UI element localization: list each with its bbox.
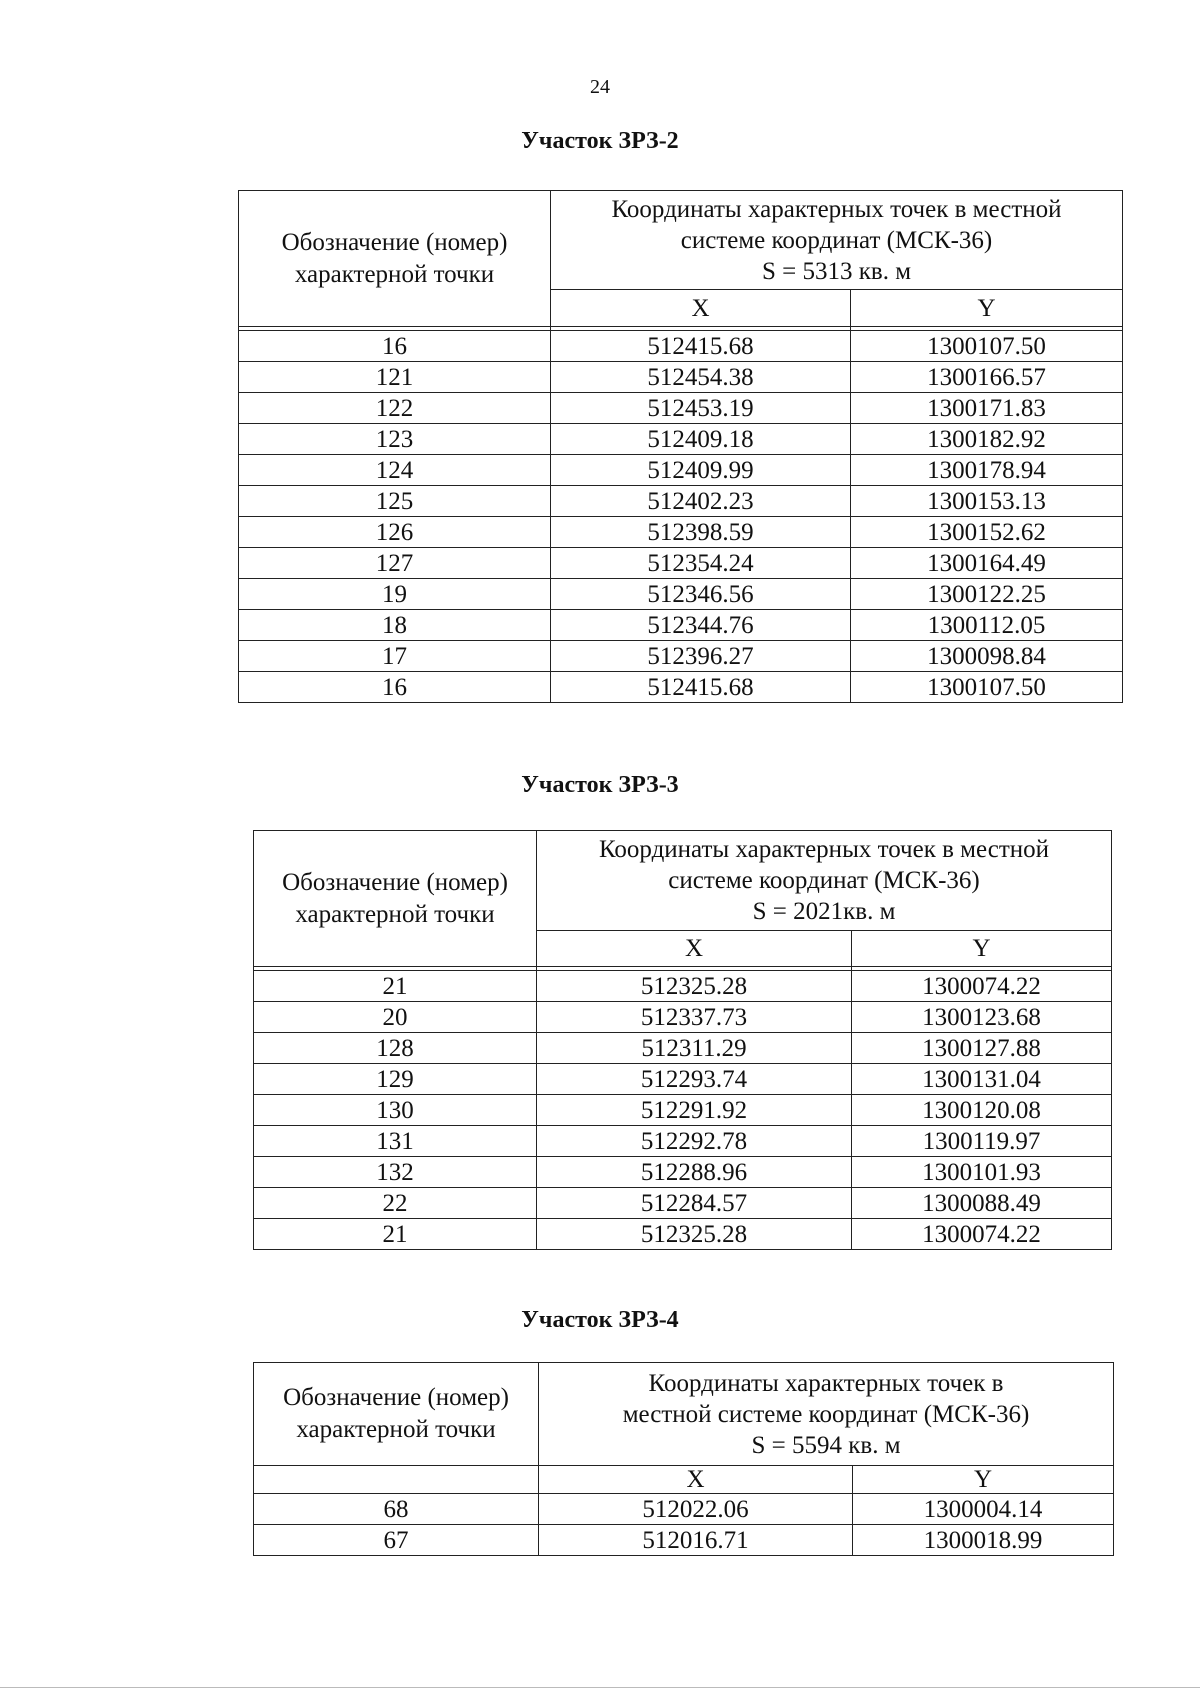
point-header-cell: Обозначение (номер) характерной точки <box>239 191 551 327</box>
y-column-header: Y <box>853 1466 1114 1494</box>
coordinate-header-cell: Координаты характерных точек в местной системе координат (МСК-36) S = 2021кв. м <box>537 831 1112 931</box>
table-row <box>254 1157 1112 1188</box>
y-cell: 1300018.99 <box>853 1525 1114 1556</box>
y-cell: 1300164.49 <box>851 548 1123 579</box>
y-cell: 1300101.93 <box>852 1157 1112 1188</box>
y-column-header: Y <box>851 290 1123 327</box>
x-cell: 512398.59 <box>551 517 851 548</box>
section-title-zrz-2: Участок ЗРЗ-2 <box>521 128 679 154</box>
x-cell: 512325.28 <box>537 1219 852 1250</box>
point-cell: 21 <box>254 971 537 1002</box>
table-row <box>239 455 1123 486</box>
x-cell: 512453.19 <box>551 393 851 424</box>
section-title-zrz-3: Участок ЗРЗ-3 <box>521 772 679 798</box>
point-cell: 18 <box>239 610 551 641</box>
y-cell: 1300131.04 <box>852 1064 1112 1095</box>
point-cell: 68 <box>254 1494 539 1525</box>
y-cell: 1300171.83 <box>851 393 1123 424</box>
point-cell: 130 <box>254 1095 537 1126</box>
point-header-cell: Обозначение (номер) характерной точки <box>254 831 537 967</box>
point-cell: 124 <box>239 455 551 486</box>
point-cell: 16 <box>239 672 551 703</box>
x-cell: 512409.99 <box>551 455 851 486</box>
y-cell: 1300122.25 <box>851 579 1123 610</box>
coordinates-table-zrz-2 <box>238 190 1123 703</box>
y-cell: 1300123.68 <box>852 1002 1112 1033</box>
table-row <box>239 548 1123 579</box>
point-cell: 126 <box>239 517 551 548</box>
y-cell: 1300127.88 <box>852 1033 1112 1064</box>
scan-edge-line <box>0 1687 1200 1688</box>
x-cell: 512288.96 <box>537 1157 852 1188</box>
x-cell: 512325.28 <box>537 971 852 1002</box>
point-cell: 121 <box>239 362 551 393</box>
y-cell: 1300074.22 <box>852 971 1112 1002</box>
point-cell: 16 <box>239 331 551 362</box>
table-row <box>254 1095 1112 1126</box>
x-cell: 512415.68 <box>551 672 851 703</box>
table-row <box>254 1033 1112 1064</box>
section-title-zrz-4: Участок ЗРЗ-4 <box>521 1307 679 1333</box>
coordinates-table-zrz-4 <box>253 1362 1114 1556</box>
point-cell: 132 <box>254 1157 537 1188</box>
coordinate-header-cell: Координаты характерных точек в местной системе координат (МСК-36) S = 5594 кв. м <box>539 1363 1114 1466</box>
x-column-header: X <box>537 931 852 967</box>
table-row <box>254 1494 1114 1525</box>
x-column-header: X <box>539 1466 853 1494</box>
table-row <box>239 362 1123 393</box>
table-row <box>254 1219 1112 1250</box>
point-cell: 22 <box>254 1188 537 1219</box>
point-cell: 17 <box>239 641 551 672</box>
table-row <box>254 1126 1112 1157</box>
table-row <box>239 517 1123 548</box>
x-cell: 512409.18 <box>551 424 851 455</box>
coordinates-table-zrz-3 <box>253 830 1112 1250</box>
table-row <box>254 1002 1112 1033</box>
y-cell: 1300098.84 <box>851 641 1123 672</box>
table-row <box>239 486 1123 517</box>
point-cell: 125 <box>239 486 551 517</box>
table-row <box>239 579 1123 610</box>
table-row <box>239 610 1123 641</box>
point-header-cell: Обозначение (номер) характерной точки <box>254 1363 539 1466</box>
y-column-header: Y <box>852 931 1112 967</box>
point-cell: 21 <box>254 1219 537 1250</box>
x-cell: 512415.68 <box>551 331 851 362</box>
table-row <box>239 641 1123 672</box>
y-cell: 1300088.49 <box>852 1188 1112 1219</box>
empty-cell <box>254 1466 539 1494</box>
point-cell: 128 <box>254 1033 537 1064</box>
table-row <box>239 672 1123 703</box>
y-cell: 1300153.13 <box>851 486 1123 517</box>
y-cell: 1300152.62 <box>851 517 1123 548</box>
table-row <box>239 331 1123 362</box>
x-column-header: X <box>551 290 851 327</box>
point-cell: 123 <box>239 424 551 455</box>
point-cell: 127 <box>239 548 551 579</box>
x-cell: 512292.78 <box>537 1126 852 1157</box>
y-cell: 1300004.14 <box>853 1494 1114 1525</box>
coordinate-header-cell: Координаты характерных точек в местной системе координат (МСК-36) S = 5313 кв. м <box>551 191 1123 290</box>
y-cell: 1300119.97 <box>852 1126 1112 1157</box>
y-cell: 1300120.08 <box>852 1095 1112 1126</box>
x-cell: 512016.71 <box>539 1525 853 1556</box>
point-cell: 20 <box>254 1002 537 1033</box>
point-cell: 19 <box>239 579 551 610</box>
point-cell: 129 <box>254 1064 537 1095</box>
x-cell: 512346.56 <box>551 579 851 610</box>
x-cell: 512293.74 <box>537 1064 852 1095</box>
x-cell: 512354.24 <box>551 548 851 579</box>
x-cell: 512291.92 <box>537 1095 852 1126</box>
table-row <box>254 1064 1112 1095</box>
point-cell: 122 <box>239 393 551 424</box>
x-cell: 512344.76 <box>551 610 851 641</box>
y-cell: 1300074.22 <box>852 1219 1112 1250</box>
y-cell: 1300107.50 <box>851 672 1123 703</box>
y-cell: 1300182.92 <box>851 424 1123 455</box>
y-cell: 1300178.94 <box>851 455 1123 486</box>
x-cell: 512454.38 <box>551 362 851 393</box>
table-row <box>239 424 1123 455</box>
x-cell: 512402.23 <box>551 486 851 517</box>
table-row <box>254 1525 1114 1556</box>
y-cell: 1300107.50 <box>851 331 1123 362</box>
table-row <box>254 1188 1112 1219</box>
table-row <box>239 393 1123 424</box>
point-cell: 67 <box>254 1525 539 1556</box>
x-cell: 512396.27 <box>551 641 851 672</box>
x-cell: 512337.73 <box>537 1002 852 1033</box>
x-cell: 512022.06 <box>539 1494 853 1525</box>
table-row <box>254 971 1112 1002</box>
x-cell: 512311.29 <box>537 1033 852 1064</box>
page-number: 24 <box>590 76 610 98</box>
point-cell: 131 <box>254 1126 537 1157</box>
y-cell: 1300112.05 <box>851 610 1123 641</box>
y-cell: 1300166.57 <box>851 362 1123 393</box>
x-cell: 512284.57 <box>537 1188 852 1219</box>
